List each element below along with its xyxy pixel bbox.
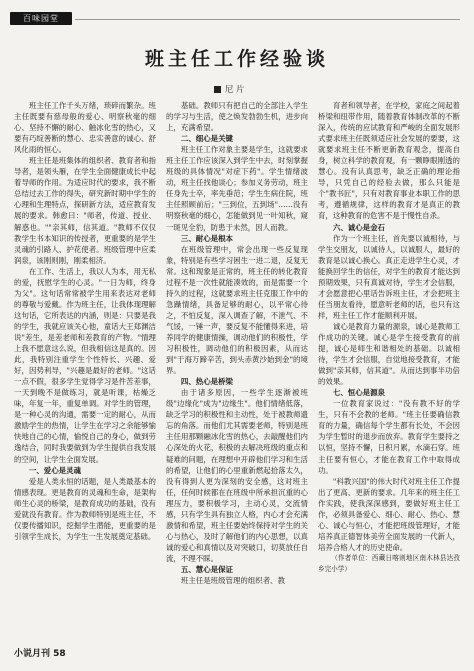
- author-name: 尼 片: [225, 84, 245, 94]
- paragraph: 作为一个班主任，首先要以诚相待，与学生交朋友，以诚待人，以诚服人，最好的教育是以诚心换心。真正走进学生心灵，才能换回学生的信任，对学生的教育才能达到预期效果，只有真诚对待，学生才会信服，才会愿意把心里话告诉班主任，才会把班主任当朋友看待，愿意听老师的话，也只有这样，班主任工作才能顺利开展。: [318, 233, 460, 320]
- paragraph: 诚心是教育力量的源泉，诚心是教师工作成功的关键。诚心是学生接受教育的前提，诚心是师生和谐相处的基础。以诚相待，学生才会信服，自觉地接受教育，才能做到"亲其师，信其道"。从而达到事半功倍的效果。: [318, 321, 460, 387]
- section-heading: 七、恒心是源泉: [332, 388, 385, 398]
- section-heading: 三、耐心是根本: [180, 233, 233, 243]
- article-body: [14, 100, 460, 640]
- article-title: 班主任工作经验谈: [144, 48, 329, 70]
- paragraph: 在班级管理中，常会出现一些反复现象，特别是有些学习困生一进二退，反复无常。这和现象是正常的，班主任的转化教育过程不是一次性就能凑效的，而是需要一个持久的过程，这就要求班主任克服工作中的急躁情绪，具备足够的耐心，以平常心待之，不怕反复，深入调查了解，不泄气、不气馁，一锤一声，要反复不能懂得来进，培养同学的健康情操，调动他们的积极性，学习积极性，调动他们的积极因素，从而达到"于海万蹄辛苦，到头赤黄沙始到金"的境界。: [166, 244, 308, 376]
- paragraph: "科教兴国"的伟大时代对班主任工作提出了更高、更新的要求。几年来的班主任工作实践，使我深深感到，要做好班主任工作，必须具备爱心、细心、耐心、热心、慧心、诚心与恒心，才能把班级管理好，才能培养真正德智体美劳全面发展的一代新人，培养合格人才的历史使命。: [318, 476, 460, 552]
- paragraph: 由于诸多原因，一些学生逐渐被班级"边缘化"成为"边缘生"。他们情绪低落，缺乏学习的积极性和主动性，处于被教师遗忘的角落。而他们尤其需要老师，特别是班主任用那颗融冰化雪的热心，去敲醒他们内心深处的火花，积极的去解决班级的重点和疑难的问题，在理想中开辟他们学习和生活的希望，让他们的心里重新燃起拾落太久，没有得到人更为深刻的安全感，这对班主任，任何时候都在在班级中所承担沉重的心理压力，要积极学习，主动心灵，交流情感，只有学生具有独立人格，内心才会充满激情和希望，班主任要始终保持对学生的关心与热心，及时了解他们的内心思想，以真诚的爱心和真情以及对突破口，切莫放任自流，不理不睬。: [166, 388, 308, 563]
- section-heading: 六、诚心是金石: [332, 222, 385, 232]
- paragraph: 爱是人类永恒的话题，是人类最基本的情感表现。更是教育的灵魂和生命，是架构师生心灵的桥梁，是教育成功的基础，没有爱就没有教育。作为教师特别是班主任，不仅要传播知识，挖掘学生潜能，更重要的是引领学生成长，为学生一生发展奠定基础。: [14, 476, 156, 541]
- section-heading: 四、热心是桥梁: [180, 377, 233, 387]
- column-3: [318, 100, 460, 640]
- page-footer: 小说月刊 58: [14, 649, 66, 659]
- paragraph: 一位教育家说过："没有教不好的学生，只有不会教的老师。"班主任要确信教育的力量，确信每个学生都有长处，不会因为学生暂时的退步而放弃。教育学生要持之以恒，坚持不懈，日积月累，水滴石穿。班主任要有恒心，才能在教育工作中取得成功。: [318, 399, 460, 475]
- section-heading: 五、慧心是保证: [180, 564, 233, 574]
- paragraph: 班主任是班级管理的组织者、教: [180, 576, 286, 586]
- paragraph: 育者和领导者，在学校，家庭之间起着桥梁和纽带作用，随着教育体制改革的不断深入，传统的应试教育和严峻的全面发展形式要求班主任既须适应社会发展的要要，这就要求班主任不断更新教育观念，提高自身，树立科学的教育观，有一颗睁眼刚透的慧心。没有认真思考，缺乏正确的理论指导，只凭自己的经验去做，那么只能是个"教书匠"，只有对教育事业本职工作的思考，遵循规律，这样的教育才是真正的教育，这种教育的危害不是于慢性自杀。: [318, 101, 460, 221]
- column-1: [14, 100, 156, 640]
- paragraph: 基础。教师只有把自己的全部注入学生的学习与生活，使之焕发勃勃生机，进步向上，充满希望。: [166, 101, 308, 133]
- paragraph: 班主任工作对象主要是学生，这就要求班主任工作应该深入到学生中去，时刻掌握班级的具体情况"对症下药"。学生情绪波动，班主任找他谈心；参加义务劳动，班主任身先士卒，率先垂范；学生生病住院，班主任照顾前后；"三到位，五到场"……没有明察秋毫的细心，怎能做到见一叶知秋，窥一斑见全豹，防患于未然，因人而教。: [166, 145, 308, 232]
- header-rule: [75, 19, 460, 20]
- author-line: [214, 83, 244, 95]
- section-tag: 百味园堂: [10, 12, 72, 25]
- section-heading: 二、细心是关键: [180, 134, 233, 144]
- paragraph: 班主任是班集体的组织者、教育者和指导者，是领头雁，在学生全面健康成长中起着导师的作用。为适应时代的要求，我不断总结过去工作的得失，研究新时期中学生的心理和生理特点，探研新方法，适应教育发展的要求。韩愈曰："师者，传道、授业、解惑也。""亲其师，信其道。"教师不仅仅教学生书本知识的传授者，更重要的是学生灵魂的引路人、护花使者。班级管理中应柔润泉，该刚则刚，刚柔相济。: [14, 156, 156, 265]
- column-2: [166, 100, 308, 640]
- author-affiliation: （作者单位：西藏日喀则地区南木林县达孜乡完小学）: [318, 553, 460, 573]
- square-bullet-icon: [214, 86, 221, 93]
- paragraph: 班主任工作千头万绪，琐碎而繁杂。班主任既要有慈母般的爱心、明察秋毫的细心、坚持不懈的耐心、触冰化雪的热心，又要有巧绽善断的慧心、忠实善意的诚心、舒风化雨的恒心。: [14, 101, 156, 155]
- paragraph: 在工作、生活上，我以人为本，用无私的爱，抚慰学生的心灵。"一日为师，终身为父"。这句话常常被学生用来表达对老师的尊敬与爱戴。作为班主任，让我体现理解这句话，它所表达的内涵，则是：只要是我的学生，我就应该关心他，童话大王郑渊洁说"差生，是差老师和差教育的产物。"情理上我不愿意这么说，但我相信这是真的。因此，我特别注重学生个性特长、兴趣、爱好，因势利导，"兴趣是最好的老师。"这话一点不假，很多学生觉得学习是件苦差事，一天到晚不是做练习，就是听课，枯燥乏味，年复一年，重复单调。对学生的管理，是一种心灵的沟通，需要一定的耐心，从而激励学生的热情，让学生在学习之余能够愉快地自己的心情，愉悦自己的身心，做到劳逸结合，同时我要做到为学生提供自我发展的空间，让学生全面发展。: [14, 266, 156, 464]
- section-heading: 一、爱心是灵魂: [28, 465, 81, 475]
